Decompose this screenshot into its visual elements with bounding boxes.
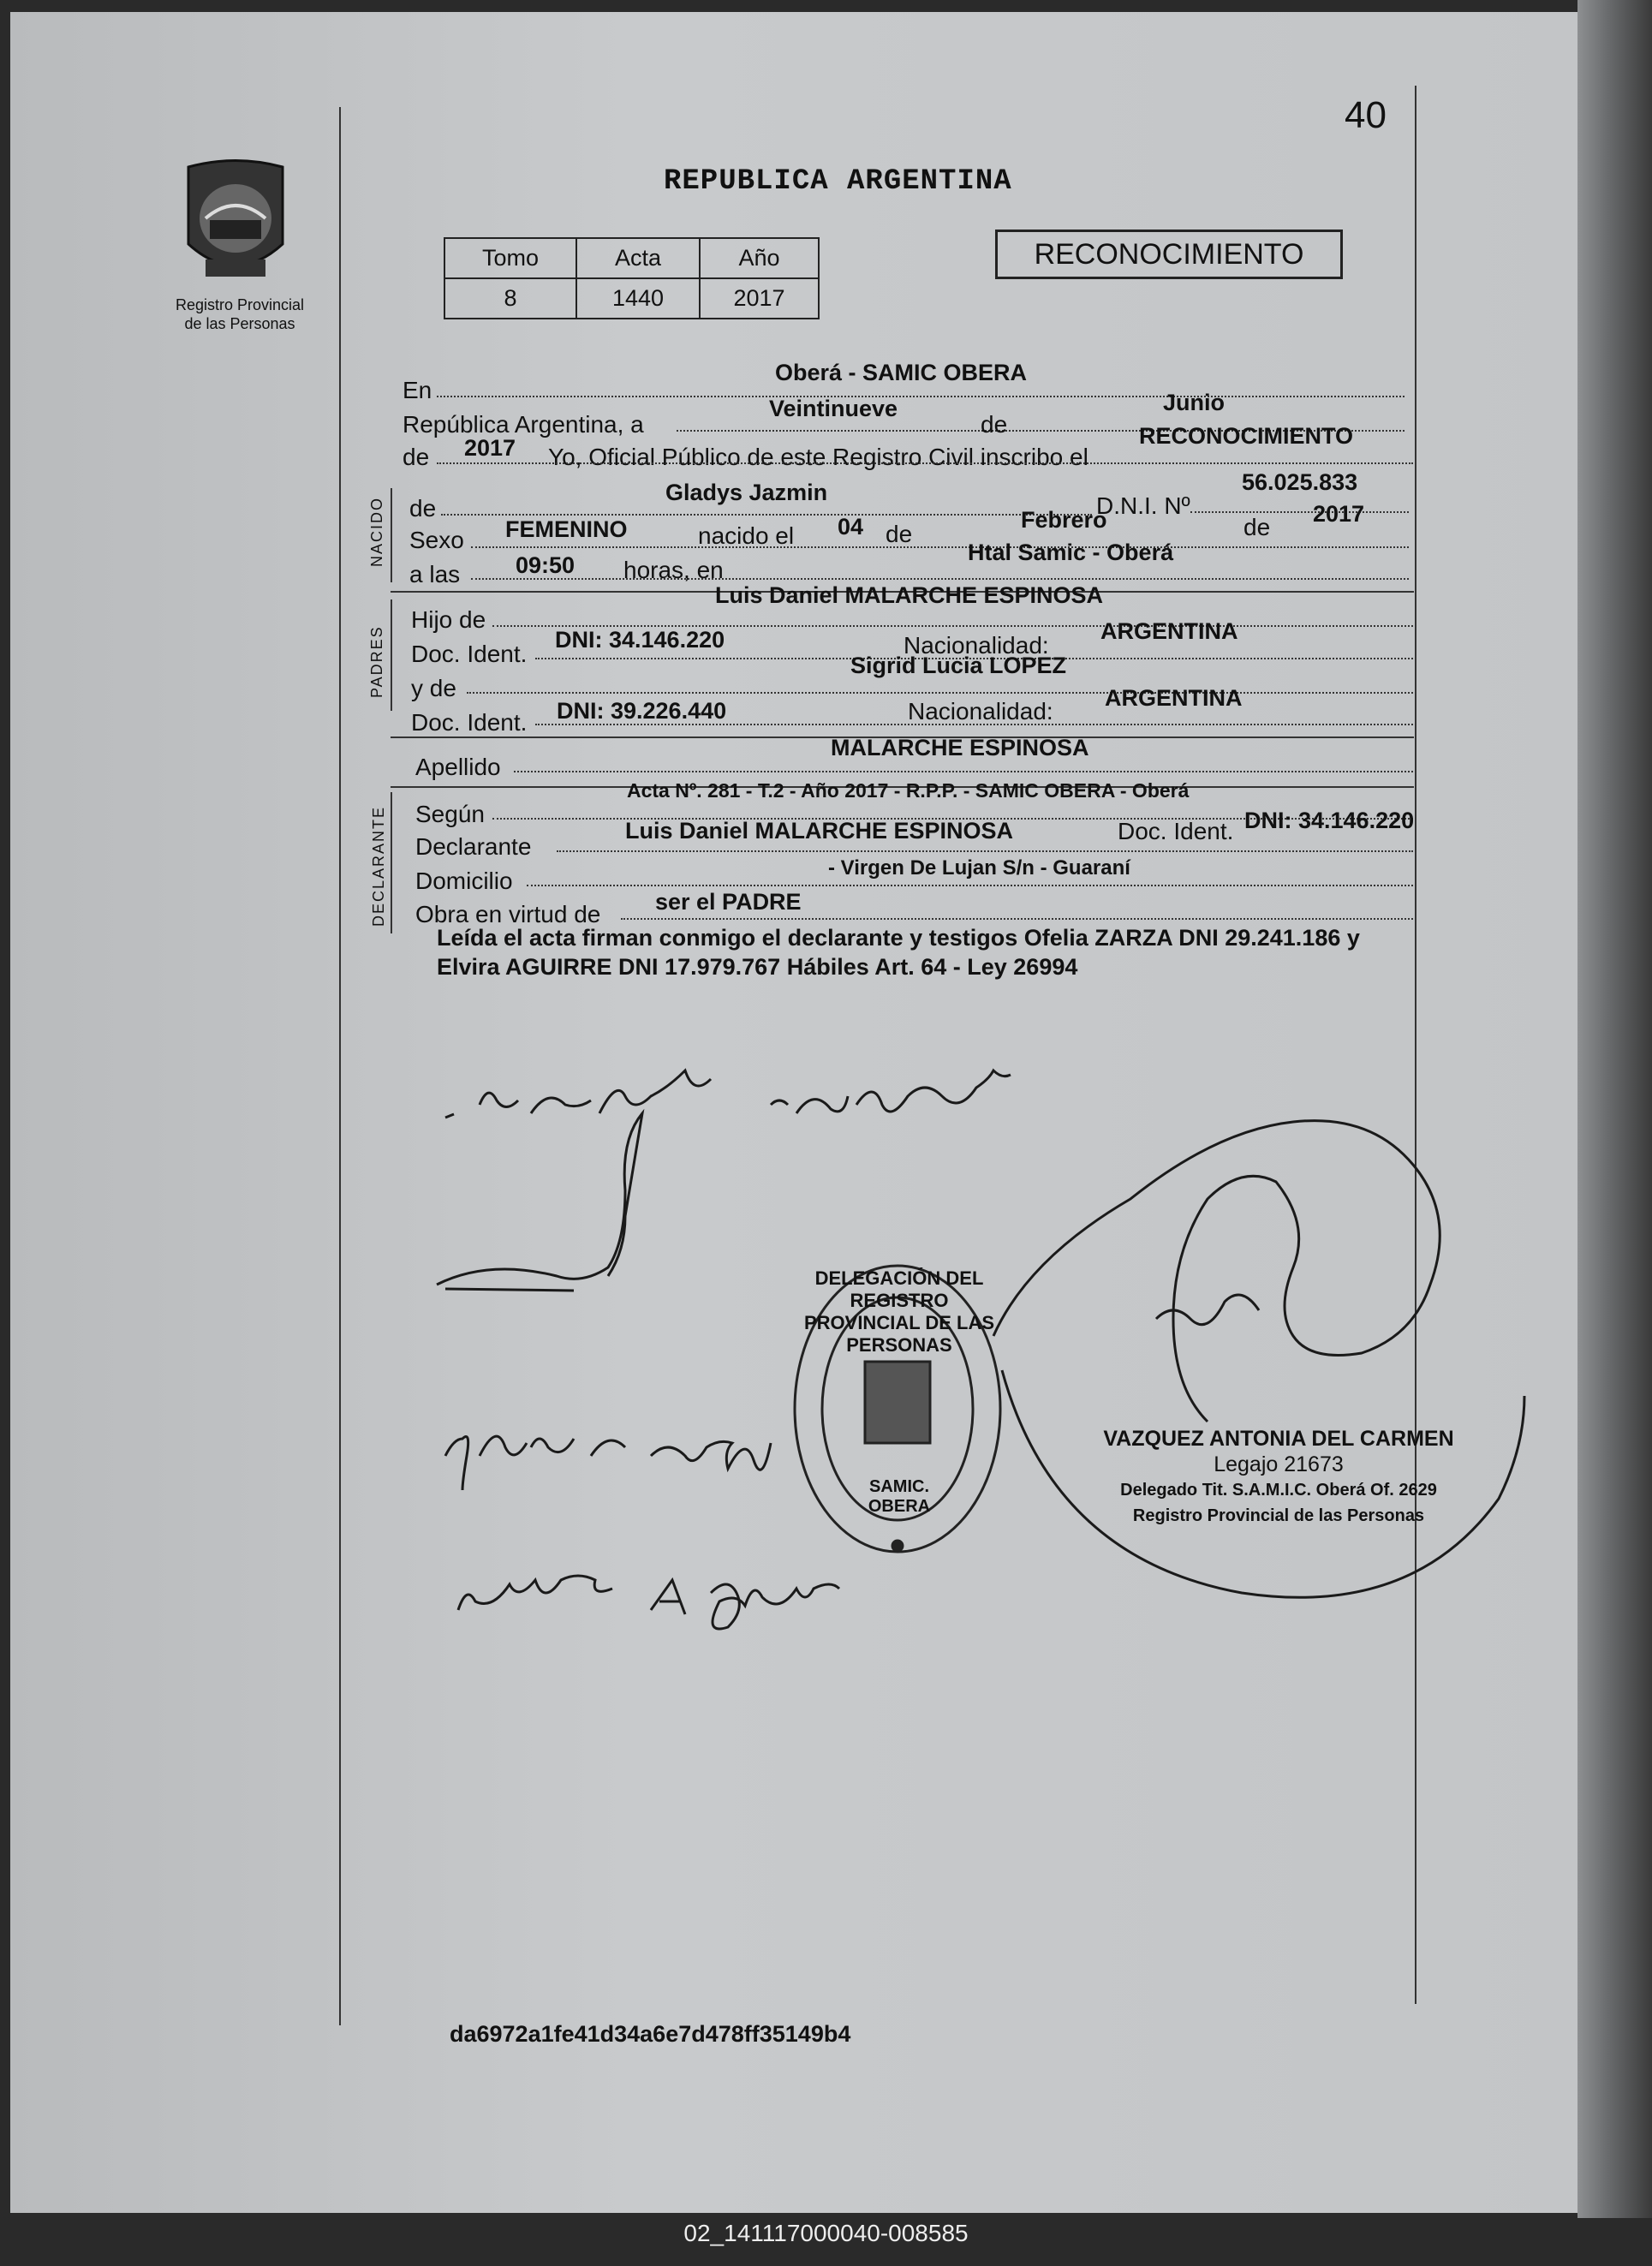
value-anio: 2017 xyxy=(700,278,819,319)
record-type-box: RECONOCIMIENTO xyxy=(995,230,1343,279)
value-domicilio: - Virgen De Lujan S/n - Guaraní xyxy=(828,856,1130,880)
label-de-anio: de xyxy=(403,444,430,470)
value-segun: Acta Nº. 281 - T.2 - Año 2017 - R.P.P. - SAMIC OBERA - Oberá xyxy=(627,779,1190,802)
declarante-signature xyxy=(445,1070,1011,1118)
label-doc-madre: Doc. Ident. xyxy=(411,709,528,736)
value-madre-doc: DNI: 39.226.440 xyxy=(557,698,727,724)
closing-statement: Leída el acta firman conmigo el declarante y testigos Ofelia ZARZA DNI 29.241.186 y Elvira AGUIRRE DNI 17.979.767 Hábiles Art. 64 - Ley 26994 xyxy=(437,925,1360,980)
label-doc-declarante: Doc. Ident. xyxy=(1118,818,1234,844)
label-republica: República Argentina, a xyxy=(403,411,644,438)
header-anio: Año xyxy=(700,238,819,278)
value-padre-doc: DNI: 34.146.220 xyxy=(555,627,725,653)
value-dni: 56.025.833 xyxy=(1242,469,1358,495)
value-hora: 09:50 xyxy=(516,552,576,578)
ofelia-zarza-signature xyxy=(445,1436,771,1490)
label-doc-padre: Doc. Ident. xyxy=(411,641,528,667)
label-nac-madre: Nacionalidad: xyxy=(908,698,1053,725)
label-domicilio: Domicilio xyxy=(415,868,513,894)
value-nac-dia: 04 xyxy=(838,514,864,540)
value-nac-anio: 2017 xyxy=(1313,501,1365,527)
value-acta: 1440 xyxy=(576,278,700,319)
page-number: 40 xyxy=(1345,94,1387,136)
value-apellido: MALARCHE ESPINOSA xyxy=(831,735,1089,760)
value-padre: Luis Daniel MALARCHE ESPINOSA xyxy=(715,582,1104,608)
label-a-las: a las xyxy=(409,561,461,587)
label-oficial: Yo, Oficial Público de este Registro Civil inscribo el xyxy=(548,444,1088,470)
seal-outer-text: DELEGACIÓN DEL REGISTRO PROVINCIAL DE LAS PERSONAS xyxy=(803,1267,995,1356)
label-padres: PADRES xyxy=(368,625,385,698)
header-tomo: Tomo xyxy=(444,238,576,278)
registry-caption-line1: Registro Provincial xyxy=(175,296,305,313)
value-nombre: Gladys Jazmin xyxy=(665,480,828,505)
elvira-aguirre-signature xyxy=(458,1576,839,1629)
label-en: En xyxy=(403,377,432,403)
stamp-line3: Delegado Tit. S.A.M.I.C. Oberá Of. 2629 xyxy=(1120,1481,1437,1500)
label-de-nombre: de xyxy=(409,495,437,522)
stamp-line4: Registro Provincial de las Personas xyxy=(1132,1506,1425,1525)
value-madre-nac: ARGENTINA xyxy=(1105,685,1243,711)
value-acto: RECONOCIMIENTO xyxy=(1139,423,1354,449)
label-declarante-section: DECLARANTE xyxy=(370,805,387,927)
document-title: REPUBLICA ARGENTINA xyxy=(664,165,1012,198)
label-sexo: Sexo xyxy=(409,527,464,553)
scan-footer-id: 02_141117000040-008585 xyxy=(683,2220,969,2246)
seal-inner-text: SAMIC. OBERA xyxy=(868,1477,931,1516)
label-hijo-de: Hijo de xyxy=(411,606,486,633)
value-declarante: Luis Daniel MALARCHE ESPINOSA xyxy=(625,818,1014,844)
value-lugar: Oberá - SAMIC OBERA xyxy=(775,360,1028,385)
label-nacido: NACIDO xyxy=(368,496,385,567)
label-y-de: y de xyxy=(411,675,456,701)
value-mes: Junio xyxy=(1163,390,1225,415)
label-horas-en: horas, en xyxy=(623,557,724,583)
value-declarante-doc: DNI: 34.146.220 xyxy=(1244,808,1415,833)
value-nac-mes: Febrero xyxy=(1021,507,1107,533)
document-hash: da6972a1fe41d34a6e7d478ff35149b4 xyxy=(450,2021,851,2047)
label-dni: D.N.I. Nº xyxy=(1096,492,1190,519)
stamp-line2: Legajo 21673 xyxy=(1214,1452,1344,1476)
header-acta: Acta xyxy=(576,238,700,278)
value-obra: ser el PADRE xyxy=(655,889,802,915)
label-declarante: Declarante xyxy=(415,833,532,860)
value-lugar-nac: Htal Samic - Oberá xyxy=(968,540,1174,565)
official-signature-scribble xyxy=(437,1113,642,1291)
value-sexo: FEMENINO xyxy=(505,516,628,542)
official-name-stamp xyxy=(1099,1426,1458,1529)
label-de-mes: de xyxy=(981,411,1008,438)
label-obra: Obra en virtud de xyxy=(415,901,601,927)
value-anio: 2017 xyxy=(464,435,516,461)
label-apellido: Apellido xyxy=(415,754,501,780)
label-nac-padre: Nacionalidad: xyxy=(904,632,1049,659)
value-dia: Veintinueve xyxy=(769,396,898,421)
label-de-mes-nac: de xyxy=(886,521,913,547)
value-madre: Sigrid Lucia LOPEZ xyxy=(850,653,1067,678)
value-tomo: 8 xyxy=(444,278,576,319)
label-segun: Según xyxy=(415,801,485,827)
label-nacido-el: nacido el xyxy=(698,522,795,549)
label-de-anio-nac: de xyxy=(1243,514,1271,540)
registry-caption-line2: de las Personas xyxy=(184,315,295,332)
stamp-line1: VAZQUEZ ANTONIA DEL CARMEN xyxy=(1103,1427,1454,1451)
value-padre-nac: ARGENTINA xyxy=(1100,618,1238,644)
